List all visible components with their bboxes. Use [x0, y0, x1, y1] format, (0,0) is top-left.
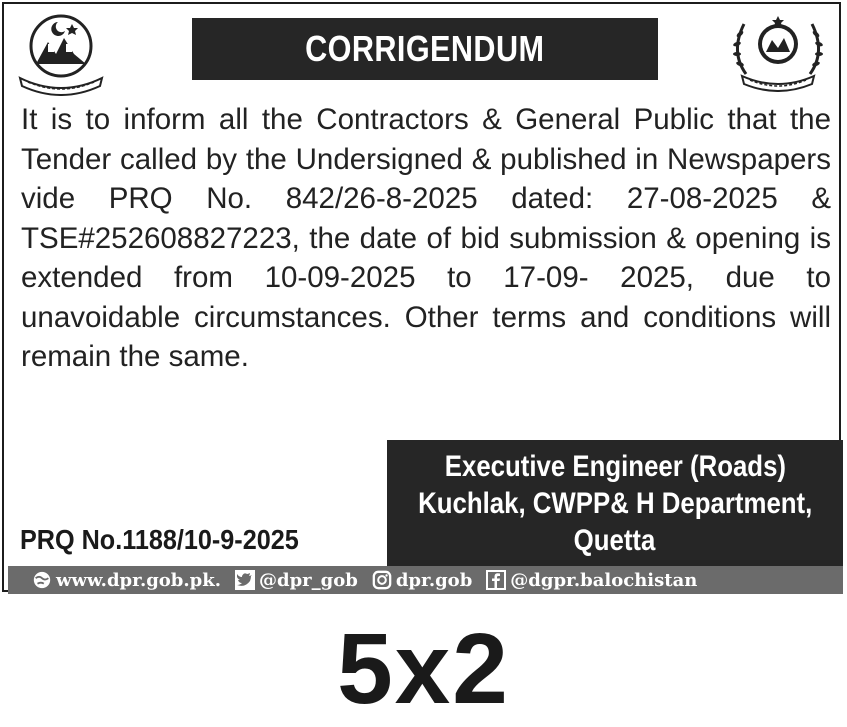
prq-number — [20, 524, 330, 556]
body-line: 2025, due to unavoidable circumstances. Other terms and — [21, 261, 831, 334]
body-line: conditions will remain the same. — [21, 300, 832, 373]
balochistan-emblem-icon — [14, 12, 108, 96]
advertisement-frame — [2, 2, 841, 592]
signatory-line3: Quetta — [574, 523, 656, 557]
footer-instagram — [372, 570, 472, 591]
body-line: 842/26-8-2025 dated: 27-08-2025 & TSE#252608827223, the date — [21, 182, 831, 255]
ad-size-label: 5x2 — [337, 613, 510, 725]
notice-title: CORRIGENDUM — [305, 28, 545, 69]
notice-title-banner — [192, 18, 658, 80]
body-line: of bid submission & opening is extended from 10-09-2025 to 17-09- — [21, 221, 831, 294]
signatory-box — [387, 440, 843, 566]
body-line: It is to inform all the Contractors & General Public that the Tender — [21, 103, 831, 176]
footer-twitter — [235, 570, 358, 591]
signatory-line2: Kuchlak, CWPP& H Department, — [417, 486, 813, 520]
prq-number-text: PRQ No.1188/10-9-2025 — [20, 524, 299, 555]
twitter-handle: @dpr_gob — [258, 569, 358, 591]
body-line: called by the Undersigned & published in Newspapers vide PRQ No. — [21, 142, 831, 215]
notice-body — [21, 100, 831, 377]
footer-facebook — [486, 570, 697, 591]
website-text: www.dpr.gob.pk. — [56, 569, 221, 591]
dgpr-emblem-icon — [720, 12, 836, 92]
facebook-icon — [486, 570, 506, 590]
footer-strip — [8, 566, 843, 594]
footer-website — [32, 570, 221, 591]
globe-icon — [32, 570, 52, 590]
twitter-icon — [235, 570, 255, 590]
instagram-handle: dpr.gob — [395, 569, 473, 591]
signatory-line1: Executive Engineer (Roads) — [444, 449, 786, 483]
instagram-icon — [372, 570, 392, 590]
facebook-handle: @dgpr.balochistan — [510, 569, 698, 591]
